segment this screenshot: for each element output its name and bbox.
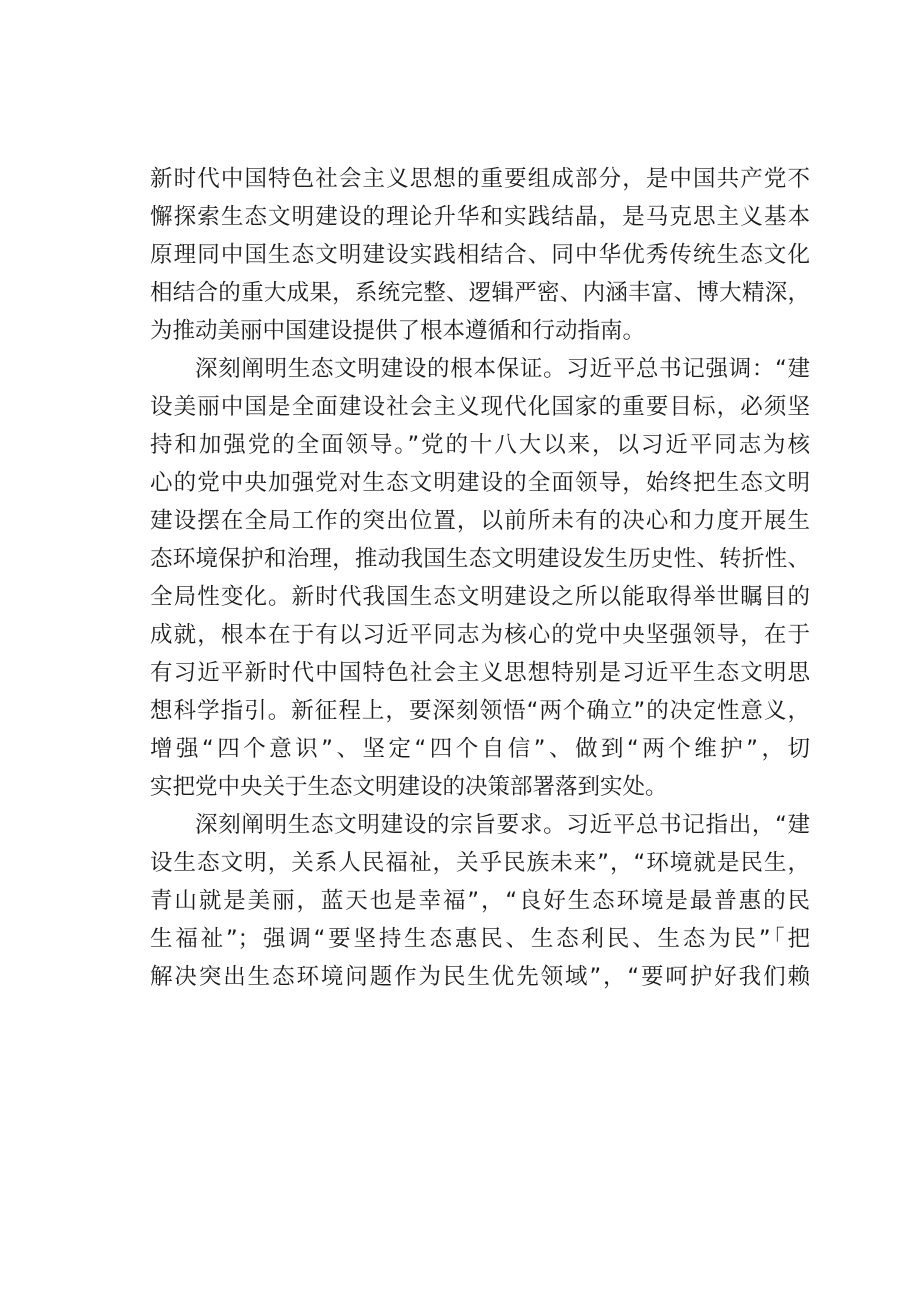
text-line: 设生态文明，关系人民福祉，关乎民族未来”，“环境就是民生，: [150, 850, 810, 876]
text-line: 建设摆在全局工作的突出位置，以前所未有的决心和力度开展生: [150, 508, 810, 534]
text-line: 想科学指引。新征程上，要深刻领悟“两个确立”的决定性意义，: [150, 698, 810, 724]
text-line: 心的党中央加强党对生态文明建设的全面领导，始终把生态文明: [150, 470, 810, 496]
text-line: 增强“四个意识”、坚定“四个自信”、做到“两个维护”，切: [150, 736, 810, 762]
text-line: 相结合的重大成果，系统完整、逻辑严密、内涵丰富、博大精深，: [150, 280, 810, 306]
paragraph-1: [150, 160, 810, 350]
text-line: 实把党中央关于生态文明建设的决策部署落到实处。: [150, 774, 668, 800]
text-line: 深刻阐明生态文明建设的根本保证。习近平总书记强调：“建: [195, 356, 810, 382]
text-line: 原理同中国生态文明建设实践相结合、同中华优秀传统生态文化: [150, 242, 810, 268]
paragraph-2: [150, 350, 810, 806]
text-line: 新时代中国特色社会主义思想的重要组成部分，是中国共产党不: [150, 166, 810, 192]
text-line: 有习近平新时代中国特色社会主义思想特别是习近平生态文明思: [150, 660, 810, 686]
text-line: 为推动美丽中国建设提供了根本遵循和行动指南。: [150, 318, 646, 344]
text-line: 青山就是美丽，蓝天也是幸福”，“良好生态环境是最普惠的民: [150, 888, 810, 914]
text-line: 成就，根本在于有以习近平同志为核心的党中央坚强领导，在于: [150, 622, 810, 648]
text-line: 态环境保护和治理，推动我国生态文明建设发生历史性、转折性、: [150, 546, 810, 572]
text-line: 生福祉”；强调“要坚持生态惠民、生态利民、生态为民”「把: [150, 926, 810, 952]
text-line: 持和加强党的全面领导。”党的十八大以来，以习近平同志为核: [150, 432, 810, 458]
text-line: 懈探索生态文明建设的理论升华和实践结晶，是马克思主义基本: [150, 204, 810, 230]
text-line: 设美丽中国是全面建设社会主义现代化国家的重要目标，必须坚: [150, 394, 810, 420]
body-text: [150, 160, 810, 996]
text-line: 深刻阐明生态文明建设的宗旨要求。习近平总书记指出，“建: [195, 812, 810, 838]
text-line: 全局性变化。新时代我国生态文明建设之所以能取得举世瞩目的: [150, 584, 810, 610]
paragraph-3: [150, 806, 810, 996]
text-line: 解决突出生态环境问题作为民生优先领域”，“要呵护好我们赖: [150, 964, 810, 990]
